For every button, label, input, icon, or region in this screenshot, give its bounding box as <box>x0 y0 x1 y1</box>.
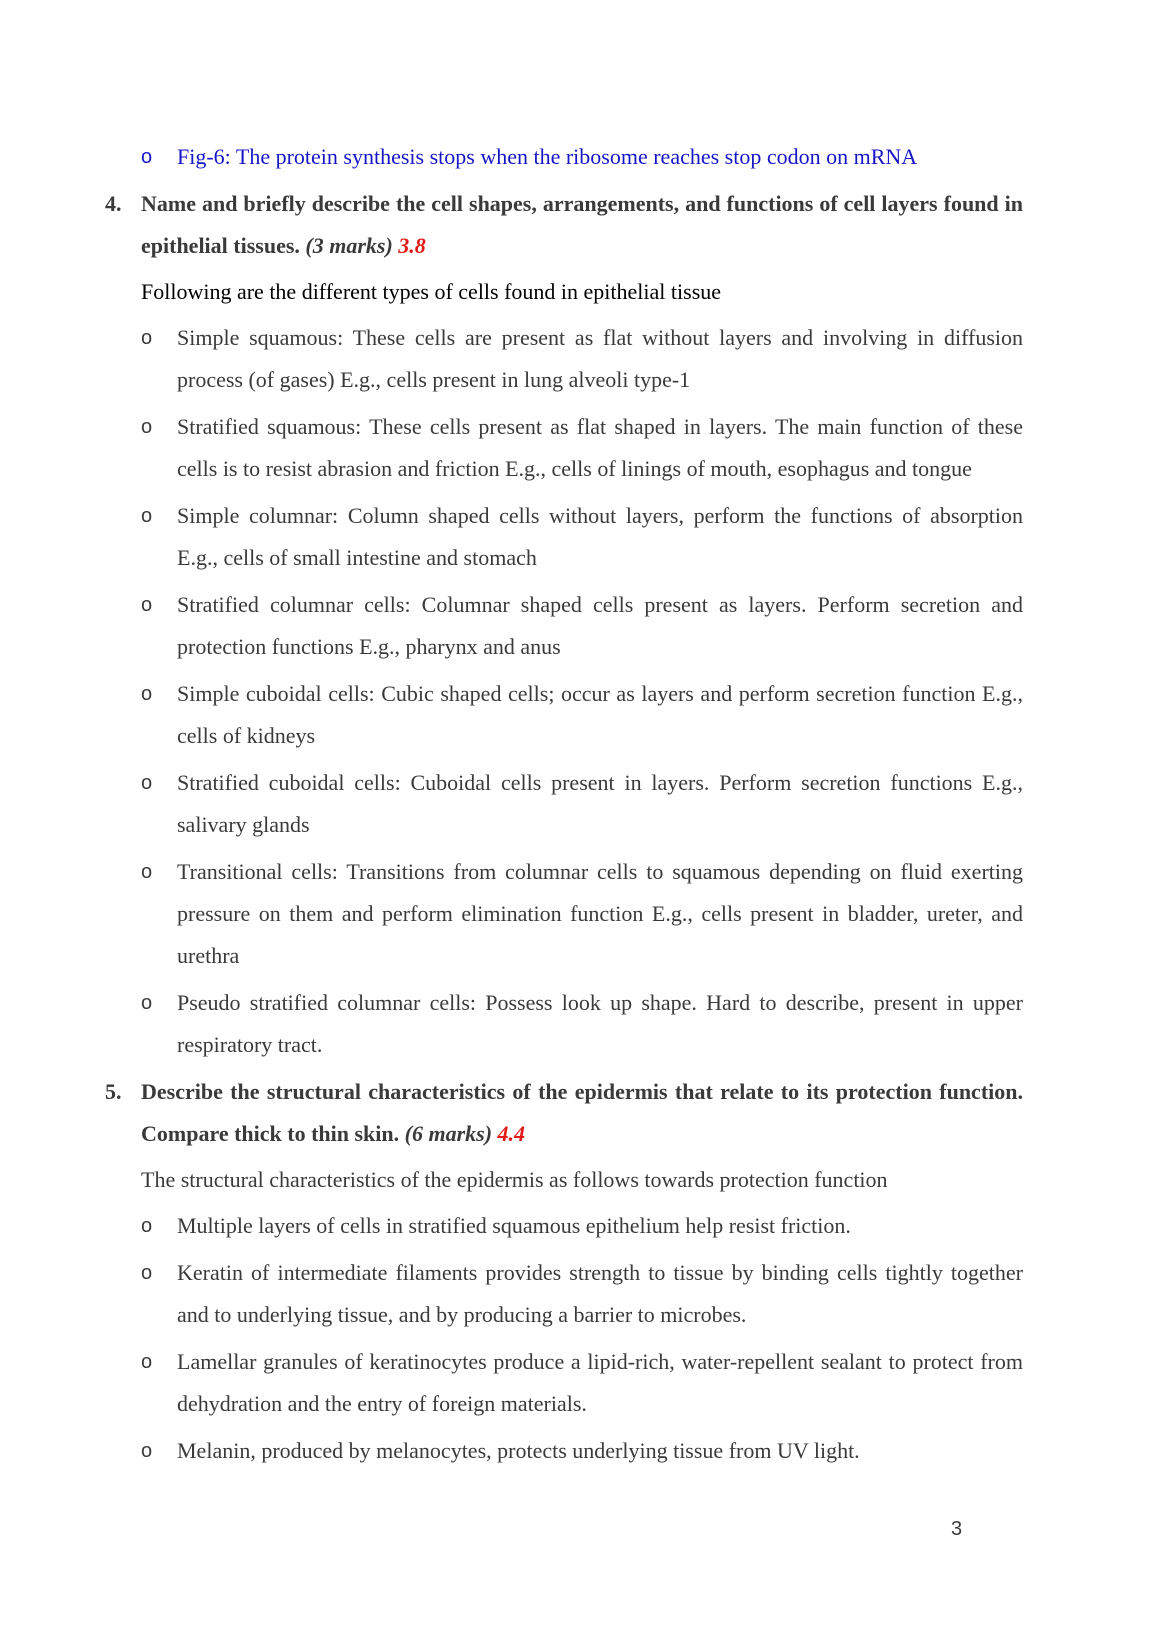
question-marks: (3 marks) <box>305 233 393 258</box>
list-item-text: Pseudo stratified columnar cells: Possess look up shape. Hard to describe, present in upper respiratory tract. <box>177 990 1023 1057</box>
list-item-text: Stratified cuboidal cells: Cuboidal cells present in layers. Perform secretion functions E.g., salivary glands <box>177 770 1023 837</box>
answer-intro: Following are the different types of cells found in epithelial tissue <box>141 279 722 304</box>
list-item <box>105 317 1023 401</box>
bullet-marker: o <box>141 1262 153 1284</box>
question-number: 4. <box>105 191 122 216</box>
list-item <box>105 982 1023 1066</box>
list-item-text: Simple squamous: These cells are present as flat without layers and involving in diffusion process (of gases) E.g., cells present in lung alveoli type-1 <box>177 325 1023 392</box>
bullet-marker: o <box>141 146 153 168</box>
answer-intro: The structural characteristics of the epidermis as follows towards protection function <box>141 1167 888 1192</box>
bullet-marker: o <box>141 505 153 527</box>
question-score: 4.4 <box>497 1121 526 1146</box>
list-item-text: Stratified columnar cells: Columnar shaped cells present as layers. Perform secretion and protection functions E.g., pharynx and anus <box>177 592 1023 659</box>
list-item-text: Keratin of intermediate filaments provides strength to tissue by binding cells tightly together and to underlying tissue, and by producing a barrier to microbes. <box>177 1260 1023 1327</box>
list-item <box>105 1430 1023 1472</box>
question-text: Describe the structural characteristics of the epidermis that relate to its protection function. Compare thick to thin skin. <box>141 1079 1023 1146</box>
list-item-text: Stratified squamous: These cells present as flat shaped in layers. The main function of these cells is to resist abrasion and friction E.g., cells of linings of mouth, esophagus and tongue <box>177 414 1023 481</box>
list-item-text: Multiple layers of cells in stratified squamous epithelium help resist friction. <box>177 1213 851 1238</box>
list-item <box>105 1341 1023 1425</box>
bullet-marker: o <box>141 861 153 883</box>
list-item <box>105 762 1023 846</box>
list-item <box>105 1252 1023 1336</box>
list-item <box>105 673 1023 757</box>
question-4 <box>105 183 1023 267</box>
question-5 <box>105 1071 1023 1155</box>
question-number: 5. <box>105 1079 122 1104</box>
bullet-marker: o <box>141 327 153 349</box>
bullet-marker: o <box>141 1351 153 1373</box>
bullet-marker: o <box>141 594 153 616</box>
question-text: Name and briefly describe the cell shapes, arrangements, and functions of cell layers found in epithelial tissues. <box>141 191 1023 258</box>
list-item <box>105 406 1023 490</box>
list-item-text: Melanin, produced by melanocytes, protects underlying tissue from UV light. <box>177 1438 860 1463</box>
bullet-marker: o <box>141 772 153 794</box>
bullet-marker: o <box>141 992 153 1014</box>
bullet-marker: o <box>141 416 153 438</box>
bullet-marker: o <box>141 683 153 705</box>
list-item <box>105 1205 1023 1247</box>
list-item-text: Simple cuboidal cells: Cubic shaped cells; occur as layers and perform secretion function E.g., cells of kidneys <box>177 681 1023 748</box>
bullet-marker: o <box>141 1215 153 1237</box>
list-item <box>105 851 1023 977</box>
list-item-text: Lamellar granules of keratinocytes produce a lipid-rich, water-repellent sealant to protect from dehydration and the entry of foreign materials. <box>177 1349 1023 1416</box>
list-item <box>105 584 1023 668</box>
question-score: 3.8 <box>398 233 426 258</box>
page-content <box>105 136 1023 1477</box>
question-marks: (6 marks) <box>404 1121 493 1146</box>
list-item-text: Transitional cells: Transitions from columnar cells to squamous depending on fluid exerting pressure on them and perform elimination function E.g., cells present in bladder, ureter, and urethra <box>177 859 1023 968</box>
page-number: 3 <box>951 1518 963 1540</box>
list-item <box>105 495 1023 579</box>
figure-caption-text: Fig-6: The protein synthesis stops when the ribosome reaches stop codon on mRNA <box>177 144 918 169</box>
list-item-text: Simple columnar: Column shaped cells without layers, perform the functions of absorption E.g., cells of small intestine and stomach <box>177 503 1023 570</box>
bullet-marker: o <box>141 1440 153 1462</box>
figure-caption <box>105 136 1023 178</box>
